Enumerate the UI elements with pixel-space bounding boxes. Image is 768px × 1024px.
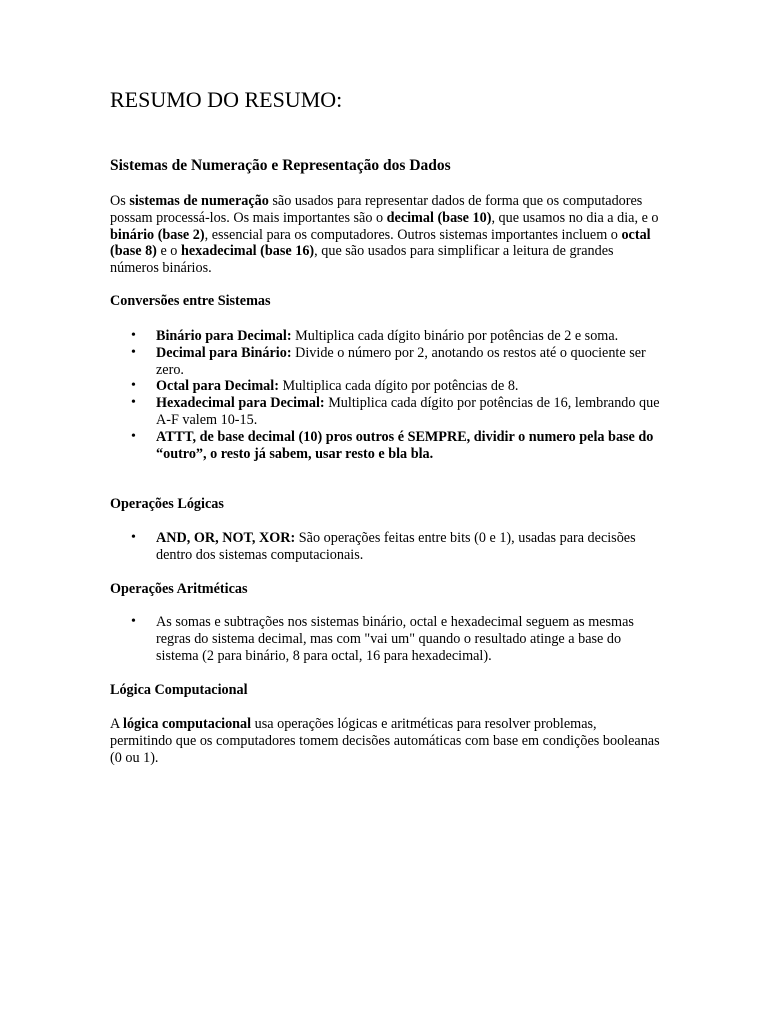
document-title: RESUMO DO RESUMO: [110, 87, 343, 112]
intro-text-2: são usados para representar dados de forma que os computadores possam processá-los. Os mais importantes são o [110, 193, 643, 226]
intro-paragraph [110, 193, 662, 277]
document-subtitle: Sistemas de Numeração e Representação dos Dados [110, 157, 451, 174]
computational-logic-heading: Lógica Computacional [110, 682, 248, 698]
intro-text-4: , essencial para os computadores. Outros sistemas importantes incluem o [204, 226, 622, 243]
logic-text-2: usa operações lógicas e aritméticas para resolver problemas, permitindo que os computadores tomem decisões automáticas com base em condições booleanas (0 ou 1). [110, 716, 660, 766]
list-item-text: As somas e subtrações nos sistemas binário, octal e hexadecimal seguem as mesmas regras do sistema decimal, mas com "vai um" quando o resultado atinge a base do sistema (2 para binário, 8 para octal, 16 para hexadecimal). [156, 614, 634, 664]
logical-ops-heading: Operações Lógicas [110, 496, 224, 512]
list-item [110, 395, 662, 429]
intro-bold-3: binário (base 2) [110, 226, 205, 243]
list-item-label: Decimal para Binário: [156, 344, 292, 361]
computational-logic-paragraph [110, 716, 662, 766]
bullet-icon: • [131, 614, 136, 629]
intro-bold-1: sistemas de numeração [129, 193, 269, 209]
list-item-text: São operações feitas entre bits (0 e 1), usadas para decisões dentro dos sistemas computacionais. [156, 530, 636, 563]
list-item-label: ATTT, de base decimal (10) pros outros é SEMPRE, dividir o numero pela base do “outro”, o resto já sabem, usar resto e bla bla. [156, 428, 654, 462]
list-item-text: Multiplica cada dígito por potências de 16, lembrando que A-F valem 10-15. [156, 395, 660, 428]
bullet-icon: • [131, 378, 136, 394]
bullet-icon: • [131, 530, 136, 545]
list-item [110, 345, 662, 379]
intro-text-3: , que usamos no dia a dia, e o [491, 209, 659, 226]
bullet-icon: • [131, 395, 136, 411]
intro-text-1: Os [110, 193, 130, 209]
list-item-text: Multiplica cada dígito binário por potências de 2 e soma. [291, 328, 619, 344]
bullet-icon: • [131, 344, 136, 360]
arithmetic-ops-heading: Operações Aritméticas [110, 581, 248, 597]
intro-bold-2: decimal (base 10) [386, 209, 492, 226]
logic-text-1: A [110, 716, 124, 732]
list-item-label: AND, OR, NOT, XOR: [156, 530, 296, 546]
arithmetic-ops-list [110, 614, 662, 664]
list-item-text: Multiplica cada dígito por potências de 8. [278, 378, 519, 395]
list-item [110, 328, 662, 345]
intro-bold-5: hexadecimal (base 16) [180, 243, 315, 260]
conversions-list [110, 328, 662, 462]
bullet-icon: • [131, 328, 136, 343]
conversions-heading: Conversões entre Sistemas [110, 293, 271, 309]
list-item [110, 378, 662, 395]
intro-bold-4: octal (base 8) [110, 226, 651, 260]
list-item-text: Divide o número por 2, anotando os restos até o quociente ser zero. [156, 344, 646, 378]
intro-text-5: e o [156, 243, 181, 260]
logical-ops-list [110, 530, 662, 564]
list-item-label: Octal para Decimal: [156, 378, 279, 395]
intro-text-6: , que são usados para simplificar a leitura de grandes números binários. [110, 243, 614, 277]
list-item [110, 429, 662, 463]
logic-bold-1: lógica computacional [123, 716, 252, 732]
list-item-label: Binário para Decimal: [156, 328, 292, 344]
list-item [110, 614, 662, 664]
list-item [110, 530, 662, 564]
bullet-icon: • [131, 428, 136, 444]
list-item-label: Hexadecimal para Decimal: [156, 395, 325, 412]
